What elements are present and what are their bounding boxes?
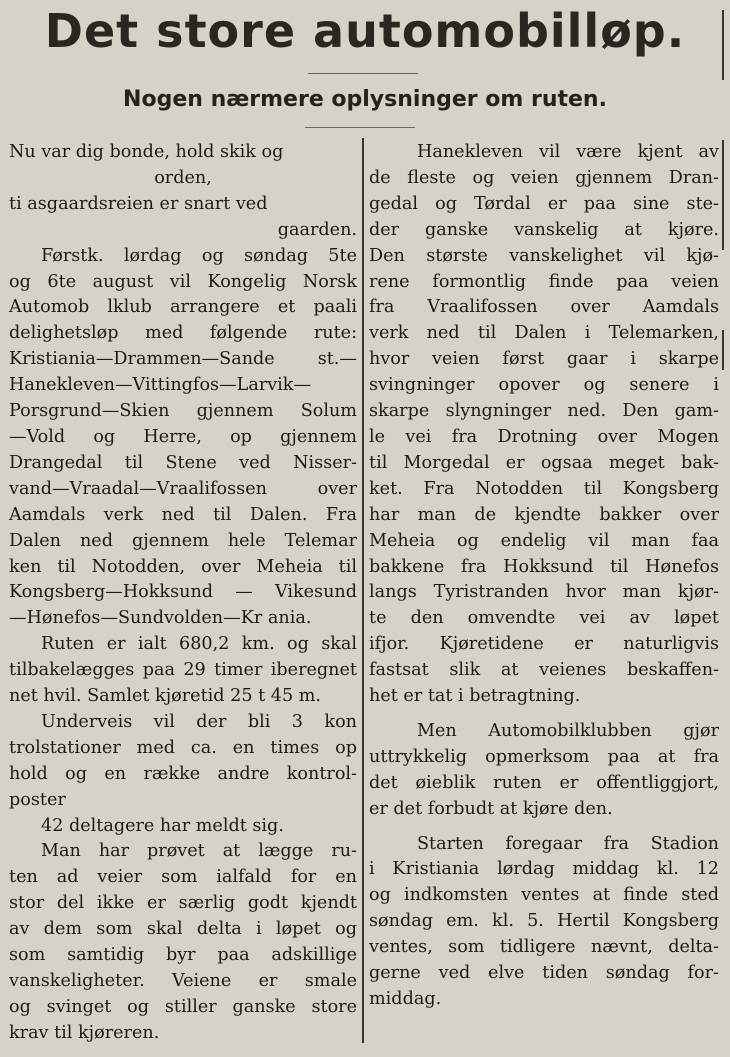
text-line: Man har prøvet at lægge ru- [41, 841, 357, 862]
text-line: middag. [369, 989, 442, 1009]
text-line: har man de kjendte bakker over [369, 504, 719, 525]
text-line: skarpe slyngninger ned. Den gam- [369, 401, 719, 422]
text-line: krav til kjøreren. [9, 1022, 160, 1043]
text-line: hvor veien først gaar i skarpe [369, 349, 719, 370]
text-line: ti asgaardsreien er snart ved [9, 193, 268, 214]
text-line: Aamdals verk ned til Dalen. Fra [9, 504, 357, 525]
text-line: Ruten er ialt 680,2 km. og skal [41, 634, 357, 655]
text-line: gedal og Tørdal er paa sine ste- [369, 193, 719, 214]
headline-rule [308, 73, 418, 74]
text-line: Den største vanskelighet vil kjø- [369, 245, 719, 266]
text-line: langs Tyristranden hvor man kjør- [369, 582, 719, 603]
text-line: Nu var dig bonde, hold skik og [9, 142, 284, 162]
text-line: —Hønefos—Sundvolden—Kr ania. [9, 608, 312, 629]
text-line: vanskeligheter. Veiene er smale [9, 971, 357, 991]
text-line: trolstationer med ca. en times op [9, 737, 357, 758]
text-line: og indkomsten ventes at finde sted [369, 885, 719, 906]
text-line: fastsat slik at veienes beskaffen- [369, 660, 719, 681]
text-line: i Kristiania lørdag middag kl. 12 [369, 859, 719, 880]
text-line: 42 deltagere har meldt sig. [41, 815, 284, 836]
text-line: Hanekleven vil være kjent av [417, 142, 719, 162]
text-line: Meheia og endelig vil man faa [369, 530, 719, 551]
text-line: ten ad veier som ialfald for en [9, 867, 357, 888]
text-line: som samtidig byr paa adskillige [9, 945, 357, 966]
text-line: verk ned til Dalen i Telemarken, [369, 323, 719, 344]
text-line: Hanekleven—Vittingfos—Larvik— [9, 375, 312, 396]
text-line: orden, [154, 167, 212, 188]
text-line: Starten foregaar fra Stadion [417, 833, 719, 854]
subheadline: Nogen nærmere oplysninger om ruten. [123, 87, 607, 112]
text-line: Automob lklub arrangere et paali [9, 297, 357, 318]
right-column [369, 140, 719, 1013]
text-line: te den omvendte vei av løpet [369, 608, 719, 629]
text-line: av dem som skal delta i løpet og [9, 919, 357, 940]
text-line: Men Automobilklubben gjør [417, 720, 719, 741]
text-line: —Vold og Herre, op gjennem [9, 426, 357, 447]
text-line: poster [9, 789, 66, 810]
column-divider [362, 138, 364, 1043]
text-line: de fleste og veien gjennem Dran- [369, 167, 719, 188]
text-line: det øieblik ruten er offentliggjort, [369, 772, 719, 793]
page-edge-mark [722, 330, 724, 370]
text-line: fra Vraalifossen over Aamdals [369, 297, 719, 318]
text-line: Underveis vil der bli 3 kon [41, 711, 357, 732]
text-line: delighetsløp med følgende rute: [9, 323, 357, 344]
text-line: ket. Fra Notodden til Kongsberg [369, 478, 719, 499]
text-line: og 6te august vil Kongelig Norsk [9, 271, 357, 292]
text-line: bakkene fra Hokksund til Hønefos [369, 556, 719, 577]
text-line: svingninger opover og senere i [369, 375, 719, 396]
text-line: er det forbudt at kjøre den. [369, 798, 613, 819]
text-line: stor del ikke er særlig godt kjendt [9, 893, 357, 914]
text-line: hold og en række andre kontrol- [9, 763, 357, 784]
text-line: Kristiania—Drammen—Sande st.— [9, 349, 357, 370]
text-line: gerne ved elve tiden søndag for- [369, 963, 719, 984]
text-line: rene formontlig finde paa veien [369, 271, 719, 292]
text-line: het er tat i betragtning. [369, 686, 581, 707]
left-column [9, 140, 357, 1047]
text-line: der ganske vanskelig at kjøre. [369, 219, 719, 240]
text-line: til Morgedal er ogsaa meget bak- [369, 452, 719, 473]
text-line: ifjor. Kjøretidene er naturligvis [369, 634, 719, 655]
text-line: Drangedal til Stene ved Nisser- [9, 452, 357, 473]
headline: Det store automobilløp. [44, 4, 686, 58]
text-line: Kongsberg—Hokksund — Vikesund [9, 582, 357, 603]
text-line: Førstk. lørdag og søndag 5te [41, 245, 357, 266]
text-line: søndag em. kl. 5. Hertil Kongsberg [369, 911, 719, 932]
text-line: ventes, som tidligere nævnt, delta- [369, 937, 719, 958]
text-line: le vei fra Drotning over Mogen [369, 426, 719, 447]
text-line: Dalen ned gjennem hele Telemar [9, 530, 357, 551]
page-edge-mark [722, 10, 724, 80]
text-line: tilbakelægges paa 29 timer iberegnet [9, 660, 357, 681]
subheadline-rule [305, 127, 415, 128]
text-line: gaarden. [277, 219, 357, 240]
text-line: og svinget og stiller ganske store [9, 996, 357, 1017]
text-line: ken til Notodden, over Meheia til [9, 556, 357, 577]
text-line: Porsgrund—Skien gjennem Solum [9, 401, 357, 422]
text-line: net hvil. Samlet kjøretid 25 t 45 m. [9, 686, 322, 707]
text-line: vand—Vraadal—Vraalifossen over [9, 478, 357, 499]
page-edge-mark [722, 140, 724, 250]
text-line: uttrykkelig opmerksom paa at fra [369, 746, 719, 767]
